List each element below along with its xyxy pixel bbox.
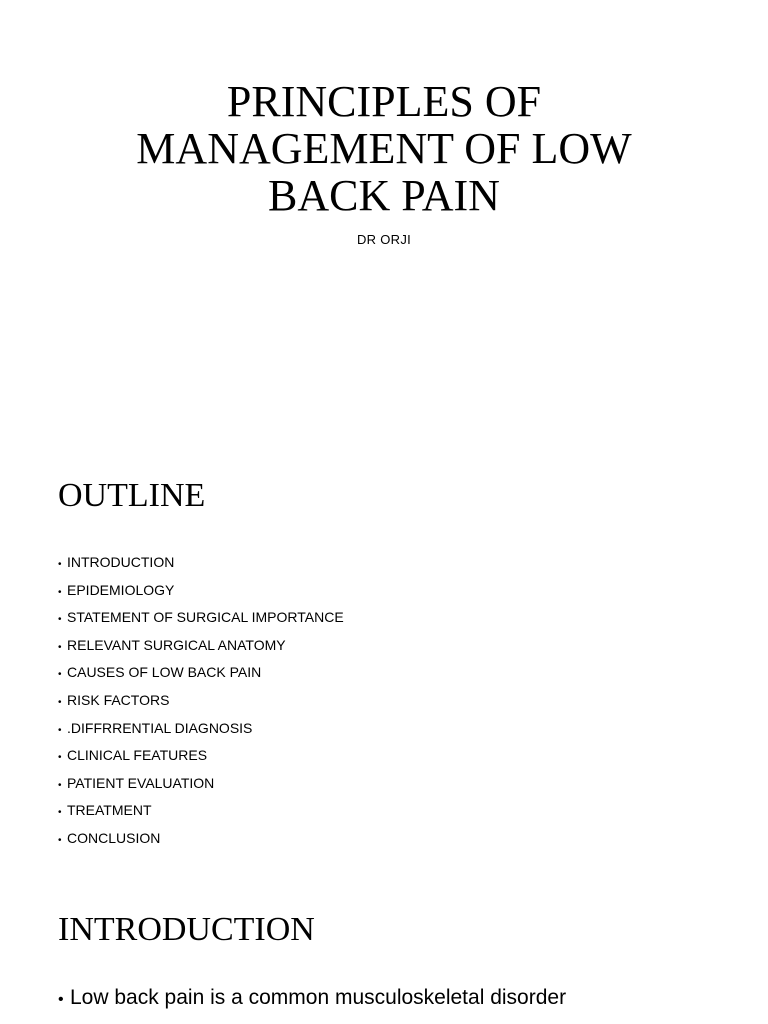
bullet-icon: • [58, 559, 62, 570]
list-item [58, 771, 344, 799]
introduction-slide [0, 860, 768, 1024]
bullet-icon: • [58, 779, 62, 791]
list-item [58, 633, 344, 661]
list-item [58, 743, 344, 771]
list-item [58, 605, 344, 633]
list-item-text: RELEVANT SURGICAL ANATOMY [67, 636, 286, 653]
presentation-title [0, 78, 768, 219]
list-item [58, 716, 344, 744]
list-item-text: INTRODUCTION [67, 554, 175, 570]
title-line: BACK PAIN [268, 171, 500, 220]
introduction-heading: INTRODUCTION [58, 911, 315, 948]
bullet-icon: • [58, 641, 62, 653]
list-item-text: TREATMENT [67, 802, 152, 819]
bullet-icon: • [58, 807, 62, 819]
outline-slide [0, 430, 768, 860]
bullet-icon: • [58, 834, 62, 846]
body-bullet-text: Low back pain is a common musculoskeletal disorder [70, 986, 567, 1009]
body-bullet [58, 984, 566, 1014]
list-item-text: CONCLUSION [67, 829, 161, 846]
list-item [58, 798, 344, 826]
list-item-text: .DIFFRRENTIAL DIAGNOSIS [67, 719, 253, 736]
author-name: DR ORJI [356, 232, 412, 247]
list-item [58, 550, 344, 578]
title-line: MANAGEMENT OF LOW [136, 124, 632, 173]
list-item-text: RISK FACTORS [67, 691, 170, 708]
bullet-icon: • [58, 696, 62, 708]
bullet-icon: • [58, 614, 62, 626]
list-item [58, 688, 344, 716]
list-item [58, 578, 344, 606]
bullet-icon: • [58, 724, 62, 736]
outline-heading: OUTLINE [58, 477, 206, 514]
outline-list [58, 550, 344, 854]
bullet-icon: • [58, 991, 64, 1008]
list-item-text: PATIENT EVALUATION [67, 774, 215, 791]
list-item-text: CLINICAL FEATURES [67, 747, 208, 764]
bullet-icon: • [58, 586, 62, 598]
bullet-icon: • [58, 752, 62, 764]
list-item [58, 660, 344, 688]
bullet-icon: • [58, 669, 62, 681]
list-item [58, 826, 344, 854]
title-line: PRINCIPLES OF [226, 77, 542, 126]
list-item-text: STATEMENT OF SURGICAL IMPORTANCE [67, 609, 344, 626]
title-slide [0, 0, 768, 430]
list-item-text: CAUSES OF LOW BACK PAIN [67, 664, 262, 681]
list-item-text: EPIDEMIOLOGY [67, 581, 175, 598]
